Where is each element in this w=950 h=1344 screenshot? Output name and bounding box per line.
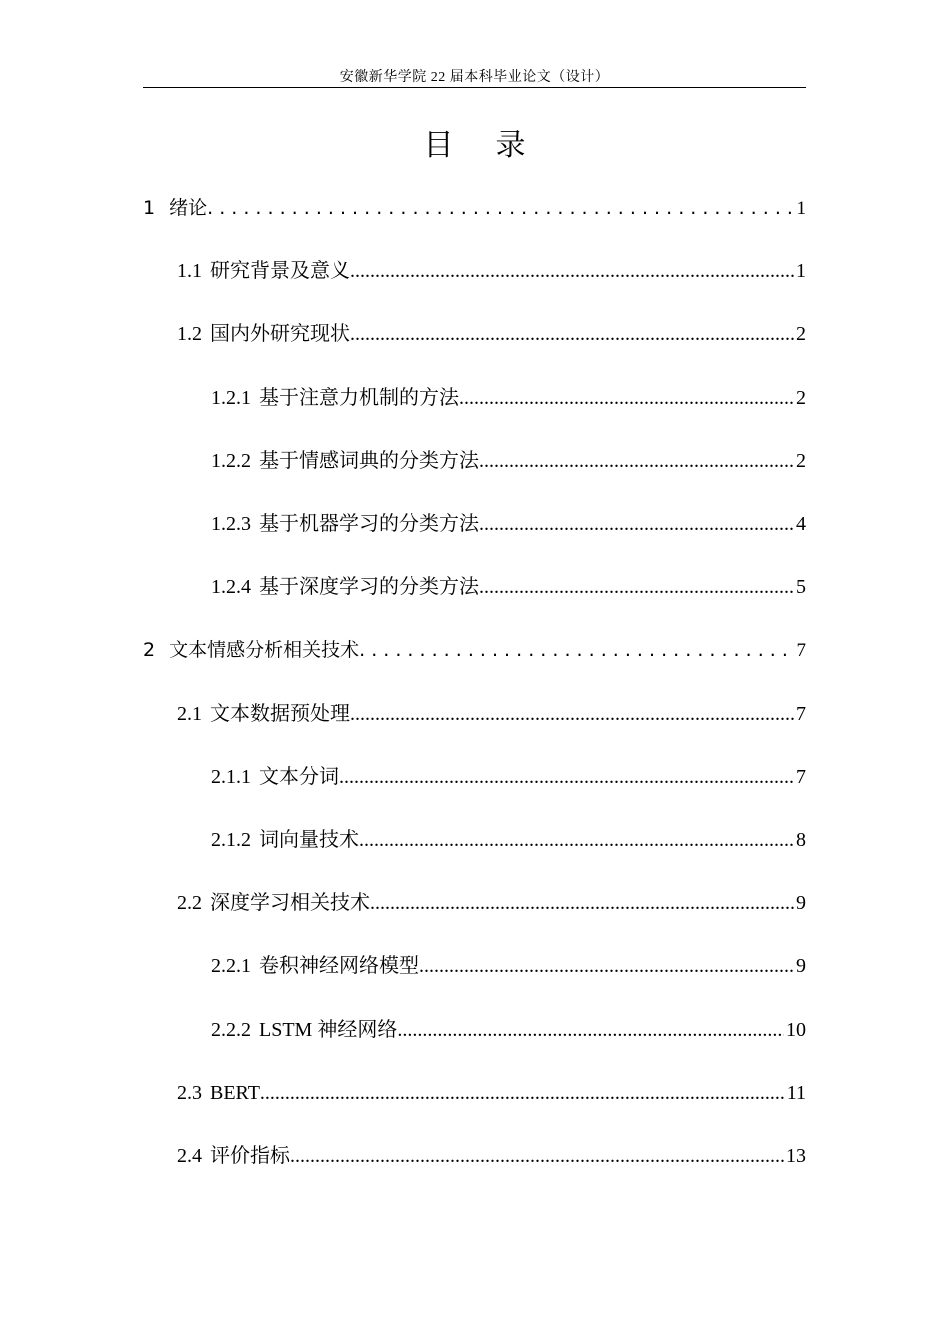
toc-entry[interactable]: [143, 193, 806, 223]
toc-entry-page-number: 7: [796, 640, 806, 661]
toc-entry[interactable]: [211, 509, 806, 539]
toc-entry-page-number: 1: [796, 198, 806, 219]
toc-entry-page-number: 9: [796, 892, 806, 914]
toc-entry-number: 1.1: [177, 260, 202, 282]
toc-dot-leader: [397, 1015, 784, 1045]
toc-dot-leader: [459, 383, 794, 413]
toc-entry-title: 评价指标: [210, 1145, 290, 1167]
toc-dot-leader: [359, 825, 794, 855]
toc-entry[interactable]: [177, 319, 806, 349]
toc-entry-title: 绪论: [169, 197, 208, 219]
toc-dot-leader: [370, 888, 794, 918]
toc-dot-leader: [359, 635, 794, 665]
toc-entry[interactable]: [177, 1141, 806, 1171]
toc-entry[interactable]: [177, 1078, 806, 1108]
toc-entry-page-number: 8: [796, 829, 806, 851]
toc-entry-page-number: 9: [796, 955, 806, 977]
toc-entry-title: 文本分词: [259, 766, 339, 788]
toc-dot-leader: [260, 1078, 785, 1108]
toc-title: 目录: [423, 128, 568, 163]
toc-dot-leader: [479, 509, 794, 539]
toc-entry[interactable]: [211, 825, 806, 855]
toc-entry-page-number: 2: [796, 450, 806, 472]
header-rule: [143, 87, 806, 88]
toc-dot-leader: [479, 446, 794, 476]
toc-entry-number: 1.2.3: [211, 513, 251, 535]
toc-entry-page-number: 7: [796, 766, 806, 788]
toc-entry-number: 1.2: [177, 323, 202, 345]
page-header: 安徽新华学院 22 届本科毕业论文（设计）: [339, 70, 610, 85]
toc-entry[interactable]: [211, 762, 806, 792]
toc-entry-number: 2.1.1: [211, 766, 251, 788]
toc-entry-number: 2.2.1: [211, 955, 251, 977]
toc-entry-title: 基于情感词典的分类方法: [259, 450, 479, 472]
toc-dot-leader: [419, 951, 794, 981]
toc-entry-page-number: 2: [796, 387, 806, 409]
toc-entry-page-number: 5: [796, 576, 806, 598]
toc-entry-title: 国内外研究现状: [210, 323, 350, 345]
toc-entry[interactable]: [177, 888, 806, 918]
toc-entry-title: 文本情感分析相关技术: [169, 639, 360, 661]
toc-entry[interactable]: [143, 635, 806, 665]
toc-entry-title: 卷积神经网络模型: [259, 955, 419, 977]
toc-entry[interactable]: [177, 256, 806, 286]
toc-entry-title: 基于注意力机制的方法: [259, 387, 459, 409]
toc-dot-leader: [207, 193, 794, 223]
toc-dot-leader: [350, 699, 794, 729]
toc-entry-title: 文本数据预处理: [210, 703, 350, 725]
toc-dot-leader: [350, 319, 794, 349]
toc-entry-page-number: 10: [786, 1019, 806, 1041]
toc-entry-title: 词向量技术: [259, 829, 359, 851]
toc-entry-number: 2.1.2: [211, 829, 251, 851]
toc-entry-number: 2.3: [177, 1082, 202, 1104]
toc-entry[interactable]: [211, 572, 806, 602]
toc-entry[interactable]: [177, 699, 806, 729]
toc-dot-leader: [339, 762, 794, 792]
toc-entry-title: 基于深度学习的分类方法: [259, 576, 479, 598]
toc-dot-leader: [350, 256, 794, 286]
toc-entry-number: 2.2: [177, 892, 202, 914]
toc-entry[interactable]: [211, 383, 806, 413]
toc-entry-number: 2.4: [177, 1145, 202, 1167]
toc-entry[interactable]: [211, 951, 806, 981]
toc-entry-number: 2.2.2: [211, 1019, 251, 1041]
toc-entry-page-number: 13: [786, 1145, 806, 1167]
toc-entry-number: 1.2.1: [211, 387, 251, 409]
toc-entry-page-number: 11: [786, 1082, 806, 1104]
toc-entry-title: BERT: [210, 1082, 260, 1104]
toc-entry[interactable]: [211, 1015, 806, 1045]
toc-entry-number: 1.2.4: [211, 576, 251, 598]
toc-entry-number: 2: [143, 639, 156, 661]
toc-entry-page-number: 4: [796, 513, 806, 535]
toc-dot-leader: [479, 572, 794, 602]
toc-entry-title: 深度学习相关技术: [210, 892, 370, 914]
toc-entry-number: 1: [143, 197, 156, 219]
toc-entry-page-number: 7: [796, 703, 806, 725]
toc-entry-title: LSTM 神经网络: [259, 1019, 398, 1041]
toc-entry-title: 研究背景及意义: [210, 260, 350, 282]
toc-entry-page-number: 1: [796, 260, 806, 282]
toc-entry[interactable]: [211, 446, 806, 476]
toc-dot-leader: [290, 1141, 784, 1171]
toc-entry-number: 2.1: [177, 703, 202, 725]
toc-entry-page-number: 2: [796, 323, 806, 345]
toc-entry-title: 基于机器学习的分类方法: [259, 513, 479, 535]
toc-entry-number: 1.2.2: [211, 450, 251, 472]
